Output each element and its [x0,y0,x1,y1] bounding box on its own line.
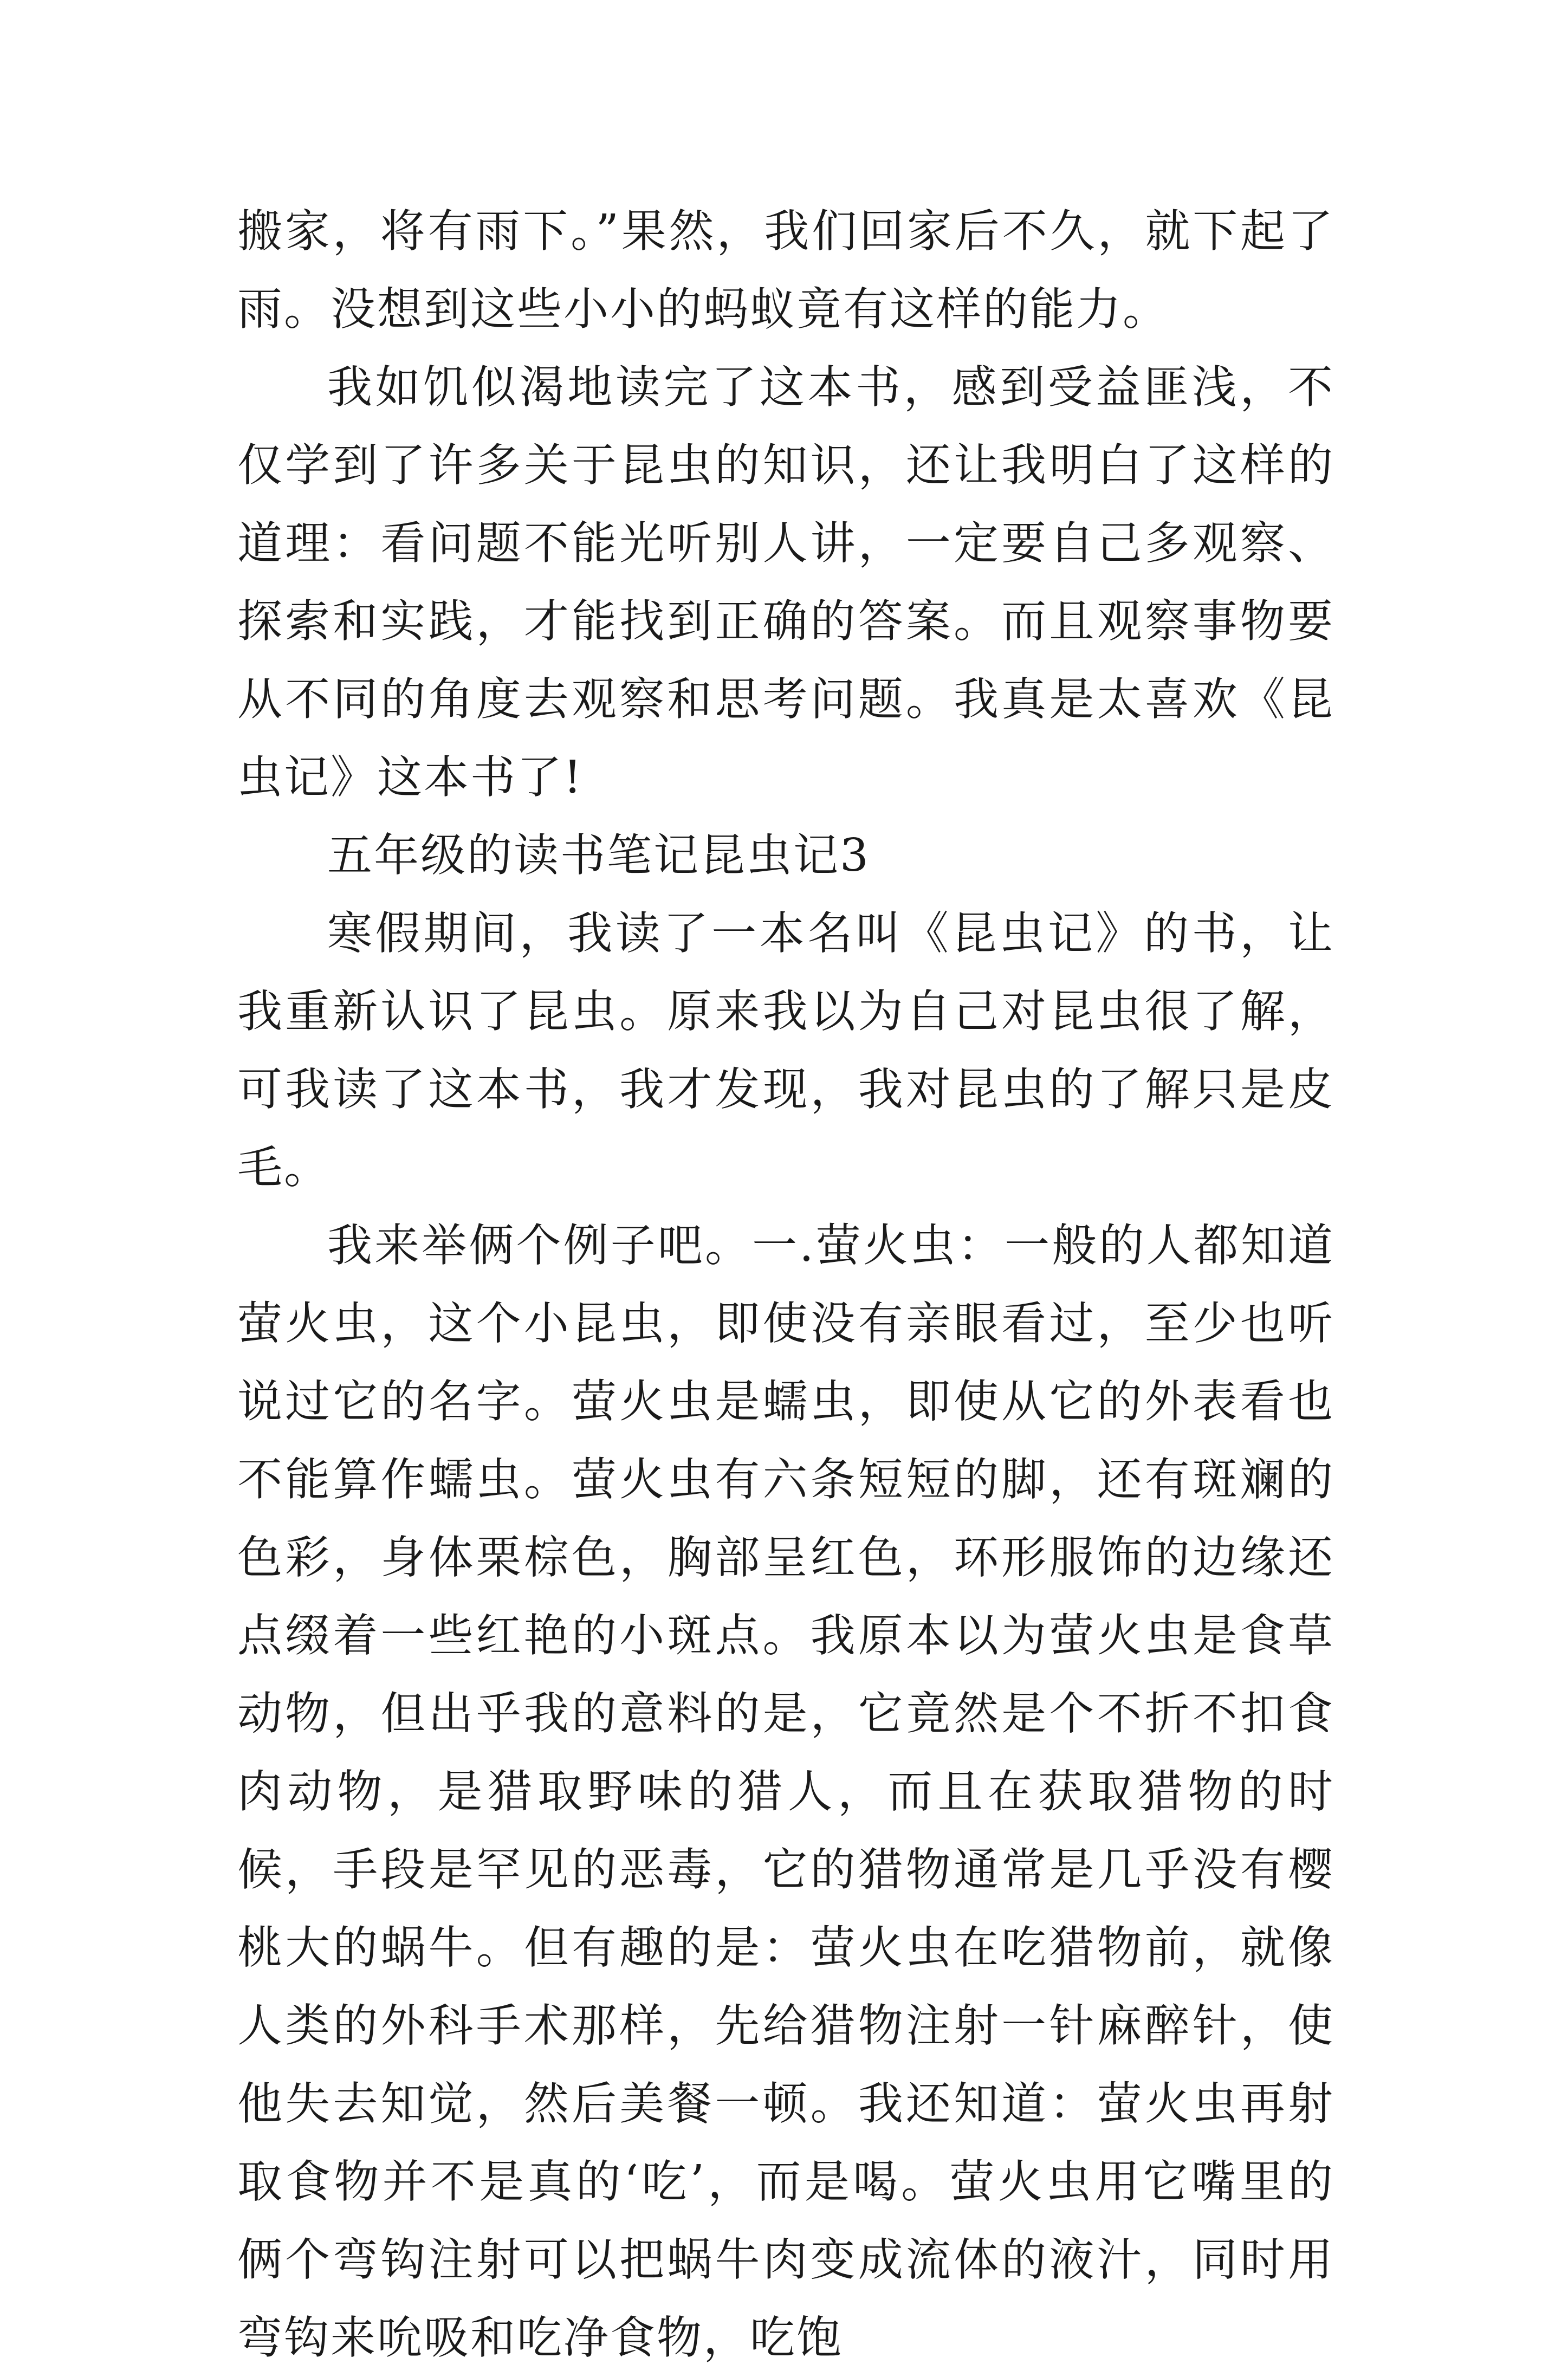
document-body [237,192,1334,2377]
paragraph-continuation: 搬家，将有雨下。”果然，我们回家后不久，就下起了雨。没想到这些小小的蚂蚁竟有这样的能力。 [237,205,1334,335]
paragraph-firefly: 我来举俩个例子吧。一.萤火虫：一般的人都知道萤火虫，这个小昆虫，即使没有亲眼看过，至少也听说过它的名字。萤火虫是蠕虫，即使从它的外表看也不能算作蠕虫。萤火虫有六条短短的脚，还有斑斓的色彩，身体栗棕色，胸部呈红色，环形服饰的边缘还点缀着一些红艳的小斑点。我原本以为萤火虫是食草动物，但出乎我的意料的是，它竟然是个不折不扣食肉动物，是猎取野味的猎人，而且在获取猎物的时候，手段是罕见的恶毒，它的猎物通常是几乎没有樱桃大的蜗牛。但有趣的是：萤火虫在吃猎物前，就像人类的外科手术那样，先给猎物注射一针麻醉针，使他失去知觉，然后美餐一顿。我还知道：萤火虫再射取食物并不是真的‘吃’，而是喝。萤火虫用它嘴里的俩个弯钩注射可以把蜗牛肉变成流体的液汁，同时用弯钩来吮吸和吃净食物，吃饱 [237,1219,1334,2364]
section-title: 五年级的读书笔记昆虫记3 [327,829,870,882]
paragraph-intro: 寒假期间，我读了一本名叫《昆虫记》的书，让我重新认识了昆虫。原来我以为自己对昆虫很了解，可我读了这本书，我才发现，我对昆虫的了解只是皮毛。 [237,907,1334,1194]
paragraph-reflection: 我如饥似渴地读完了这本书，感到受益匪浅，不仅学到了许多关于昆虫的知识，还让我明白了这样的道理：看问题不能光听别人讲，一定要自己多观察、探索和实践，才能找到正确的答案。而且观察事物要从不同的角度去观察和思考问题。我真是太喜欢《昆虫记》这本书了! [237,361,1334,804]
